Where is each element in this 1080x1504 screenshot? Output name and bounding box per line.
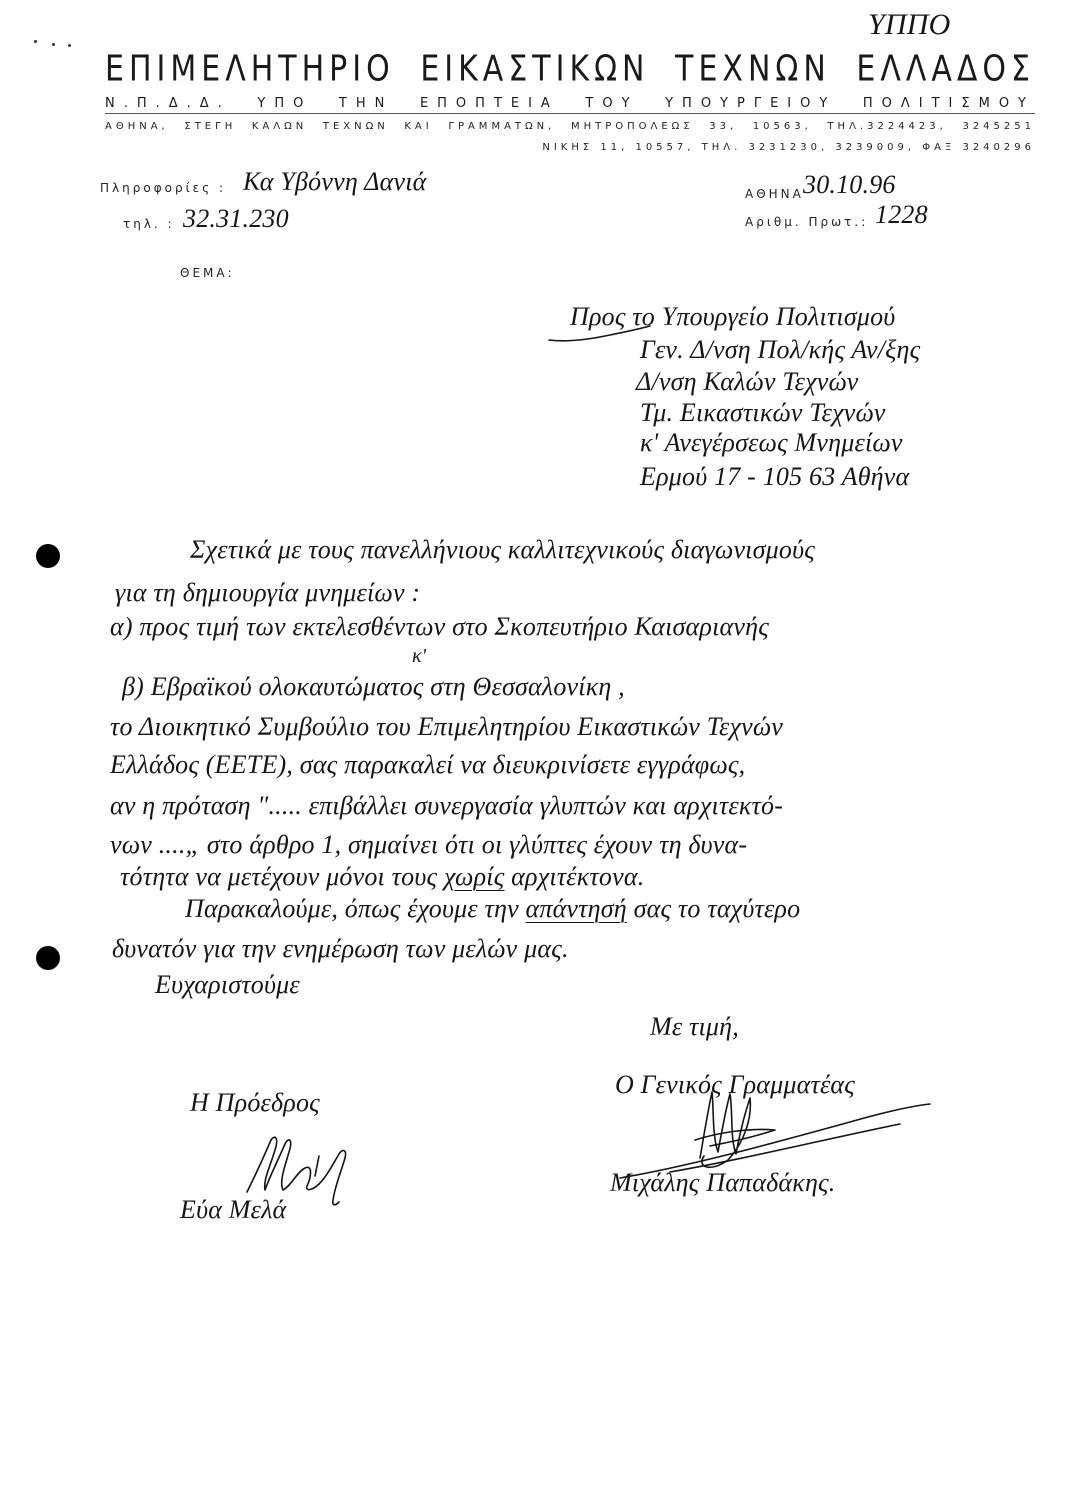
punch-hole (36, 946, 60, 970)
letterhead-subtitle: Ν.Π.Δ.Δ. ΥΠΟ ΤΗΝ ΕΠΟΠΤΕΙΑ ΤΟΥ ΥΠΟΥΡΓΕΙΟΥ ΠΟΛΙΤΙΣΜΟΥ (105, 96, 1035, 111)
body-line: Σχετικά με τους πανελλήνιους καλλιτεχνικούς διαγωνισμούς (190, 535, 815, 564)
body-line: Ευχαριστούμε (155, 970, 300, 999)
scan-mark (52, 43, 55, 46)
body-line: α) προς τιμή των εκτελεσθέντων στο Σκοπευτήριο Καισαριανής (110, 612, 769, 641)
punch-hole (36, 544, 60, 568)
contact-value: Κα Υβόννη Δανιά (243, 167, 427, 196)
body-line: δυνατόν για την ενημέρωση των μελών μας. (112, 934, 569, 963)
secretary-name: Μιχάλης Παπαδάκης. (610, 1168, 836, 1197)
president-name: Εύα Μελά (180, 1195, 287, 1224)
secretary-title: Ο Γενικός Γραμματέας (615, 1070, 856, 1099)
letterhead-rule (105, 113, 1035, 114)
letterhead-address-1: ΑΘΗΝΑ, ΣΤΕΓΗ ΚΑΛΩΝ ΤΕΧΝΩΝ ΚΑΙ ΓΡΑΜΜΑΤΩΝ, ΜΗΤΡΟΠΟΛΕΩΣ 33, 10563, ΤΗΛ.3224423, 3245251 (105, 121, 1035, 132)
body-text: Παρακαλούμε, όπως έχουμε την (185, 894, 526, 923)
date-value: 30.10.96 (803, 170, 896, 199)
recipient-line: Δ/νση Καλών Τεχνών (636, 367, 859, 396)
body-line: το Διοικητικό Συμβούλιο του Επιμελητηρίου Εικαστικών Τεχνών (110, 712, 783, 741)
body-line: β) Εβραϊκού ολοκαυτώματος στη Θεσσαλονίκη , (122, 672, 625, 701)
body-line: αν η πρόταση "..... επιβάλλει συνεργασία γλυπτών και αρχιτεκτό- (110, 791, 784, 820)
president-title: Η Πρόεδρος (190, 1088, 320, 1117)
body-line: για τη δημιουργία μνημείων : (115, 578, 421, 607)
recipient-line: κ' Ανεγέρσεως Μνημείων (640, 428, 903, 457)
body-text: τότητα να μετέχουν μόνοι τους (120, 862, 444, 891)
protocol-value: 1228 (875, 200, 928, 229)
phone-value: 32.31.230 (183, 204, 289, 233)
phone-label: τηλ. : (123, 217, 175, 231)
body-text: σας το ταχύτερο (626, 894, 801, 923)
protocol-label: Αριθμ. Πρωτ.: (745, 215, 869, 229)
top-annotation: ΥΠΠΟ (868, 8, 951, 41)
recipient-line: Τμ. Εικαστικών Τεχνών (640, 398, 886, 427)
letterhead-address-2: ΝΙΚΗΣ 11, 10557, ΤΗΛ. 3231230, 3239009, ΦΑΞ 3240296 (542, 142, 1035, 153)
scan-mark (34, 40, 37, 43)
scan-mark (68, 44, 71, 47)
underlined-word: απάντησή (525, 894, 627, 923)
recipient-line: Προς το Υπουργείο Πολιτισμού (570, 302, 896, 331)
underlined-word: χωρίς (443, 862, 505, 891)
city-label: ΑΘΗΝΑ (745, 187, 804, 201)
contact-label: Πληροφορίες : (100, 181, 227, 195)
insertion-mark: κ' (412, 645, 427, 667)
recipient-line: Ερμού 17 - 105 63 Αθήνα (640, 462, 910, 491)
letterhead-title: ΕΠΙΜΕΛΗΤΗΡΙΟ ΕΙΚΑΣΤΙΚΩΝ ΤΕΧΝΩΝ ΕΛΛΑΔΟΣ (105, 48, 1035, 91)
subject-label: ΘΕΜΑ: (180, 266, 235, 280)
closing-greeting: Με τιμή, (650, 1012, 739, 1041)
body-text: αρχιτέκτονα. (504, 862, 645, 891)
body-line (120, 862, 644, 892)
recipient-line: Γεν. Δ/νση Πολ/κής Αν/ξης (640, 335, 921, 364)
body-line: Ελλάδος (ΕΕΤΕ), σας παρακαλεί να διευκρινίσετε εγγράφως, (110, 750, 746, 779)
body-line: νων ....„ στο άρθρο 1, σημαίνει ότι οι γλύπτες έχουν τη δυνα- (110, 830, 748, 859)
body-line (185, 894, 800, 924)
